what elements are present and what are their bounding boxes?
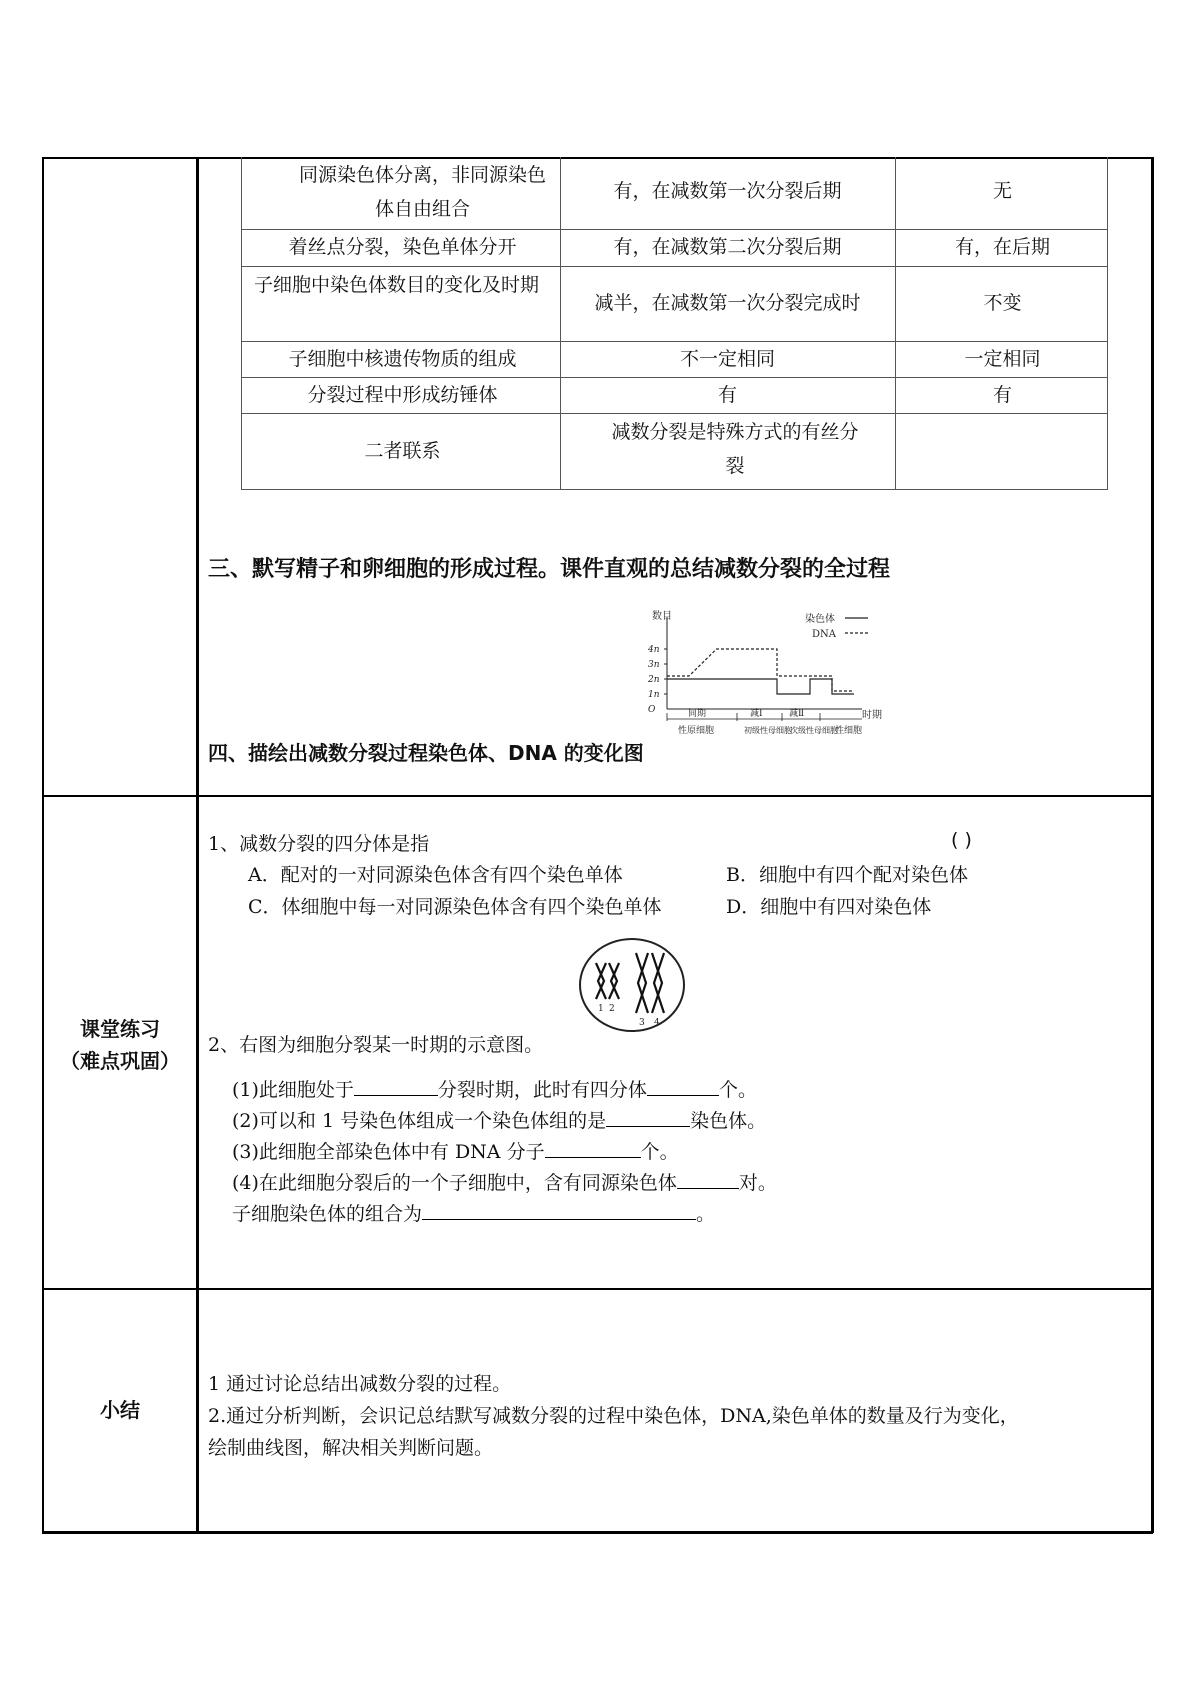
practice-label-line1: 课堂练习 bbox=[80, 1017, 160, 1041]
chart-xlabel: 时期 bbox=[862, 710, 882, 721]
chart-cell-label: 性原细胞 bbox=[678, 726, 715, 736]
table-cell-feature: 子细胞中核遗传物质的组成 bbox=[288, 348, 517, 370]
summary-line-1: 1 通过讨论总结出减数分裂的过程。 bbox=[208, 1373, 512, 1395]
table-cell-meiosis: 减数分裂是特殊方式的有丝分裂 bbox=[611, 421, 859, 477]
table-cell-mitosis: 有 bbox=[992, 384, 1012, 406]
practice-label-line2: （难点巩固） bbox=[60, 1049, 180, 1073]
q1-stem: 1、减数分裂的四分体是指 bbox=[208, 833, 430, 855]
chart-phase-label: 减Ⅰ bbox=[750, 709, 763, 719]
q2-blank[interactable] bbox=[422, 1201, 696, 1220]
table-line bbox=[895, 157, 896, 490]
table-cell-feature: 同源染色体分离，非同源染色体自由组合 bbox=[298, 164, 546, 220]
chromosome-icon bbox=[636, 953, 664, 1013]
outer-bottom-border bbox=[42, 1531, 1153, 1534]
chart-y-tick: 2n bbox=[648, 675, 660, 685]
q2-blank[interactable] bbox=[545, 1139, 641, 1158]
table-line bbox=[241, 489, 1108, 490]
chart-legend-label: 染色体 bbox=[805, 614, 835, 625]
q2-sub-4: (4)在此细胞分裂后的一个子细胞中，含有同源染色体 对。 bbox=[232, 1172, 777, 1194]
chart-y-tick: 3n bbox=[648, 660, 660, 670]
chart-cell-label: 次级性母细胞 bbox=[790, 726, 838, 735]
chromosome-dna-chart bbox=[640, 605, 890, 765]
q2-blank[interactable] bbox=[647, 1077, 719, 1096]
q2-sub-5: 子细胞染色体的组合为 。 bbox=[232, 1203, 716, 1225]
q2-sub-3: (3)此细胞全部染色体中有 DNA 分子 个。 bbox=[232, 1141, 679, 1163]
chart-legend-label: DNA bbox=[812, 629, 836, 640]
q1-answer-paren: ( ) bbox=[951, 829, 972, 851]
q1-option-c[interactable]: C．体细胞中每一对同源染色体含有四个染色单体 bbox=[248, 896, 662, 918]
table-cell-feature: 着丝点分裂，染色单体分开 bbox=[288, 236, 517, 258]
q1-option-a[interactable]: A．配对的一对同源染色体含有四个染色单体 bbox=[248, 864, 623, 886]
row-divider-2 bbox=[42, 1288, 1153, 1290]
chromosome-label: 4 bbox=[654, 1018, 660, 1028]
table-cell-mitosis: 不变 bbox=[983, 292, 1022, 314]
q2-sub-1: (1)此细胞处于 分裂时期，此时有四分体 个。 bbox=[232, 1079, 757, 1101]
chart-phase-label: 减Ⅱ bbox=[789, 709, 805, 719]
summary-label: 小结 bbox=[100, 1398, 140, 1422]
row-divider-1 bbox=[42, 795, 1153, 797]
table-cell-meiosis: 减半，在减数第一次分裂完成时 bbox=[594, 292, 861, 314]
table-cell-feature: 分裂过程中形成纺锤体 bbox=[307, 384, 498, 406]
chart-phase-label: 间期 bbox=[688, 709, 707, 719]
section-3-heading: 三、默写精子和卵细胞的形成过程。课件直观的总结减数分裂的全过程 bbox=[208, 557, 891, 582]
q1-option-d[interactable]: D．细胞中有四对染色体 bbox=[726, 896, 932, 918]
chart-cell-label: 性细胞 bbox=[835, 726, 863, 736]
table-cell-mitosis: 有，在后期 bbox=[954, 236, 1050, 258]
q2-blank[interactable] bbox=[606, 1108, 690, 1127]
outer-right-border bbox=[1151, 157, 1154, 1533]
chart-ylabel: 数目 bbox=[652, 611, 672, 622]
table-cell-meiosis: 不一定相同 bbox=[679, 348, 775, 370]
chromosome-label: 1 bbox=[598, 1004, 604, 1014]
column-divider bbox=[196, 157, 199, 1533]
chart-cell-label: 初级性母细胞 bbox=[744, 726, 792, 735]
chart-y-tick: O bbox=[648, 705, 656, 715]
table-cell-feature: 二者联系 bbox=[364, 440, 441, 462]
table-line bbox=[241, 413, 1108, 414]
q2-sub-2: (2)可以和 1 号染色体组成一个染色体组的是 染色体。 bbox=[232, 1110, 767, 1132]
chart-series-line bbox=[667, 679, 854, 694]
summary-line-3: 绘制曲线图，解决相关判断问题。 bbox=[208, 1437, 494, 1459]
chromosome-label: 3 bbox=[639, 1018, 645, 1028]
chart-series-line bbox=[667, 649, 854, 691]
chart-y-tick: 1n bbox=[648, 690, 660, 700]
q1-option-b[interactable]: B．细胞中有四个配对染色体 bbox=[726, 864, 968, 886]
table-line bbox=[241, 157, 242, 490]
table-line bbox=[241, 266, 1108, 267]
q2-stem: 2、右图为细胞分裂某一时期的示意图。 bbox=[208, 1034, 544, 1056]
table-cell-meiosis: 有，在减数第一次分裂后期 bbox=[613, 180, 842, 202]
practice-label bbox=[44, 1013, 196, 1077]
table-cell-meiosis: 有，在减数第二次分裂后期 bbox=[613, 236, 842, 258]
q2-blank[interactable] bbox=[677, 1170, 739, 1189]
table-line bbox=[560, 157, 561, 490]
cell-division-figure bbox=[576, 935, 688, 1035]
chromosome-icon bbox=[596, 963, 619, 999]
chromosome-label: 2 bbox=[609, 1004, 615, 1014]
table-cell-meiosis: 有 bbox=[717, 384, 737, 406]
chart-y-tick: 4n bbox=[648, 645, 660, 655]
table-cell-feature: 子细胞中染色体数目的变化及时期 bbox=[254, 274, 540, 296]
section-4-heading: 四、描绘出减数分裂过程染色体、DNA 的变化图 bbox=[208, 741, 644, 765]
outer-top-border bbox=[42, 157, 1153, 159]
summary-line-2: 2.通过分析判断，会识记总结默写减数分裂的过程中染色体，DNA,染色单体的数量及行为变化， bbox=[208, 1405, 1019, 1427]
outer-left-border bbox=[42, 157, 44, 1533]
table-cell-mitosis: 一定相同 bbox=[964, 348, 1041, 370]
table-cell-mitosis: 无 bbox=[992, 180, 1012, 202]
q2-blank[interactable] bbox=[354, 1077, 438, 1096]
table-line bbox=[1107, 157, 1108, 490]
